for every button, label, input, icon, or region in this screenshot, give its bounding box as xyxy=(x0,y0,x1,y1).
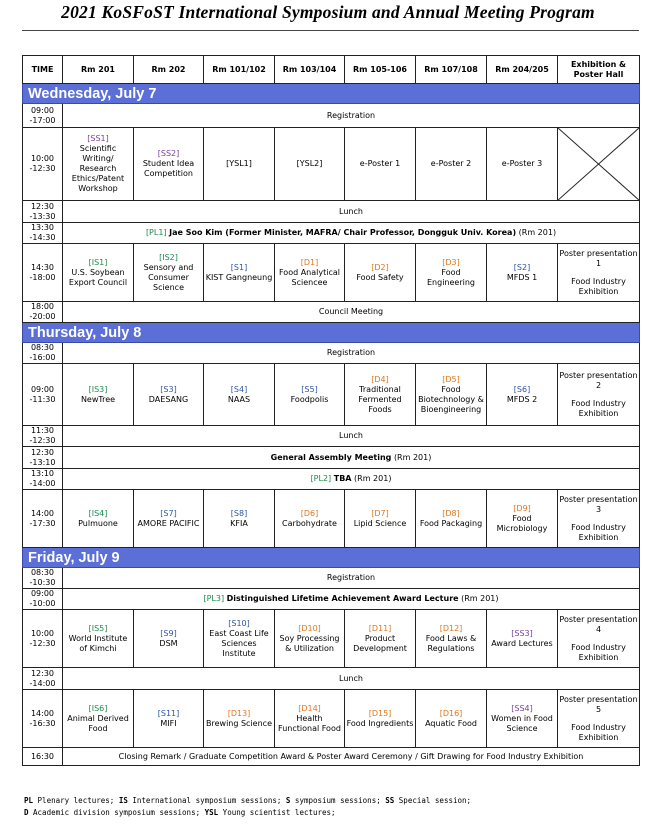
session-cell xyxy=(134,610,204,668)
session-code: [S2] xyxy=(513,262,531,272)
table-row xyxy=(23,447,640,469)
poster-cell xyxy=(558,490,640,548)
session-name: East Coast Life Sciences Institute xyxy=(209,628,269,658)
session-cell xyxy=(487,490,558,548)
header-time: TIME xyxy=(23,56,63,84)
plenary-code: [PL2] xyxy=(310,474,332,484)
legend-desc: Plenary lectures; xyxy=(33,796,119,805)
session-cell xyxy=(345,610,416,668)
session-code: [IS2] xyxy=(159,252,178,262)
poster-cell xyxy=(558,364,640,426)
assembly-room: (Rm 201) xyxy=(393,452,432,462)
time-cell: 12:30 -14:00 xyxy=(23,668,63,690)
session-code: [SS1] xyxy=(87,134,109,144)
session-cell xyxy=(63,610,134,668)
plenary-room: (Rm 201) xyxy=(461,594,499,604)
session-code: [D14] xyxy=(298,703,321,713)
session-cell xyxy=(204,244,275,302)
session-code: [S7] xyxy=(160,508,177,518)
session-code: [S8] xyxy=(230,508,248,518)
lunch-cell: Lunch xyxy=(63,668,640,690)
time-cell: 12:30 -13:30 xyxy=(23,201,63,223)
session-cell xyxy=(275,690,345,748)
session-cell xyxy=(134,490,204,548)
session-name: e-Poster 2 xyxy=(430,159,472,169)
lunch-cell: Lunch xyxy=(63,426,640,447)
session-cell xyxy=(345,244,416,302)
session-cell xyxy=(63,490,134,548)
session-cell xyxy=(204,128,275,201)
table-row xyxy=(23,128,640,201)
session-name: Sensory and Consumer Science xyxy=(143,262,194,292)
session-code: [D1] xyxy=(300,257,319,267)
legend-line-1 xyxy=(24,796,471,806)
session-name: e-Poster 1 xyxy=(359,159,401,169)
day-label: Friday, July 9 xyxy=(23,548,640,568)
session-name: Scientific Writing/ Research Ethics/Patent Workshop xyxy=(71,144,125,194)
session-code: [D8] xyxy=(442,508,460,518)
session-cell xyxy=(416,364,487,426)
table-row xyxy=(23,201,640,223)
session-name: Women in Food Science xyxy=(491,713,553,733)
session-cell xyxy=(345,128,416,201)
session-code: [D12] xyxy=(439,623,463,633)
council-cell: Council Meeting xyxy=(63,302,640,323)
session-name: Student Idea Competition xyxy=(142,159,195,179)
session-cell xyxy=(345,690,416,748)
plenary-code: [PL1] xyxy=(145,228,167,238)
poster-text: Poster presentation 4 xyxy=(559,614,638,634)
poster-cell xyxy=(558,244,640,302)
session-cell xyxy=(416,244,487,302)
session-code: [D3] xyxy=(442,257,460,267)
session-name: Carbohydrate xyxy=(282,518,337,528)
legend-desc: Young scientist lectures; xyxy=(218,808,336,817)
exhibition-text: Food Industry Exhibition xyxy=(571,398,626,418)
poster-cell xyxy=(558,690,640,748)
table-row xyxy=(23,490,640,548)
poster-text: Poster presentation 3 xyxy=(559,494,638,514)
session-name: Food Packaging xyxy=(419,518,483,528)
session-cell xyxy=(275,244,345,302)
time-cell: 10:00 -12:30 xyxy=(23,610,63,668)
session-cell xyxy=(487,364,558,426)
time-cell: 14:30 -18:00 xyxy=(23,244,63,302)
session-cell xyxy=(275,364,345,426)
session-cell xyxy=(134,364,204,426)
session-cell xyxy=(416,490,487,548)
legend-desc: Academic division symposium sessions; xyxy=(28,808,205,817)
legend-desc: symposium sessions; xyxy=(290,796,386,805)
plenary-code: [PL3] xyxy=(203,594,225,604)
table-row xyxy=(23,426,640,447)
session-name: Pulmuone xyxy=(78,518,118,528)
registration-cell: Registration xyxy=(63,568,640,589)
session-code: [S3] xyxy=(160,384,177,394)
legend-line-2 xyxy=(24,808,336,818)
table-row xyxy=(23,244,640,302)
session-cell xyxy=(487,244,558,302)
poster-cell xyxy=(558,610,640,668)
table-row xyxy=(23,364,640,426)
table-row xyxy=(23,104,640,128)
header-exhibition: Exhibition & Poster Hall xyxy=(558,56,640,84)
session-cell xyxy=(204,690,275,748)
plenary-title: Jae Soo Kim (Former Minister, MAFRA/ Chair Professor, Dongguk Univ. Korea) xyxy=(169,228,517,238)
session-code: [S10] xyxy=(228,618,250,628)
time-cell: 16:30 xyxy=(23,748,63,766)
table-row xyxy=(23,668,640,690)
plenary-room: (Rm 201) xyxy=(518,228,557,238)
session-code: [S9] xyxy=(160,628,177,638)
table-row xyxy=(23,610,640,668)
poster-text: Poster presentation 5 xyxy=(559,694,638,714)
day-row-thursday xyxy=(23,323,640,343)
session-name: Food Safety xyxy=(356,272,404,282)
time-cell: 09:00 -11:30 xyxy=(23,364,63,426)
session-name: Food Engineering xyxy=(427,267,475,287)
session-name: Animal Derived Food xyxy=(67,713,129,733)
time-cell: 09:00 -10:00 xyxy=(23,589,63,610)
header-rm202: Rm 202 xyxy=(134,56,204,84)
legend-desc: Special session; xyxy=(394,796,472,805)
legend-abbr: S xyxy=(285,796,291,805)
plenary-room: (Rm 201) xyxy=(354,474,392,484)
day-label: Wednesday, July 7 xyxy=(23,84,640,104)
session-cell xyxy=(275,128,345,201)
session-name: [YSL2] xyxy=(296,159,323,169)
session-code: [D9] xyxy=(513,503,531,513)
page-title: 2021 KoSFoST International Symposium and Annual Meeting Program xyxy=(61,2,595,22)
exhibition-text: Food Industry Exhibition xyxy=(571,642,626,662)
plenary-title: Distinguished Lifetime Achievement Award Lecture xyxy=(226,594,459,604)
header-rm105: Rm 105-106 xyxy=(345,56,416,84)
time-cell: 08:30 -16:00 xyxy=(23,343,63,364)
session-code: [S1] xyxy=(230,262,248,272)
session-name: World Institute of Kimchi xyxy=(68,633,128,653)
plenary-cell xyxy=(63,223,640,244)
table-row xyxy=(23,302,640,323)
plenary-cell xyxy=(63,589,640,610)
session-cell xyxy=(63,128,134,201)
legend-abbr: SS xyxy=(385,796,395,805)
session-code: [SS3] xyxy=(511,628,533,638)
session-code: [D11] xyxy=(368,623,392,633)
session-code: [D5] xyxy=(442,374,460,384)
session-code: [D2] xyxy=(371,262,389,272)
registration-cell: Registration xyxy=(63,104,640,128)
session-code: [D16] xyxy=(439,708,463,718)
assembly-cell xyxy=(63,447,640,469)
session-cell xyxy=(275,490,345,548)
session-name: MFDS 1 xyxy=(506,272,538,282)
header-row xyxy=(23,56,640,84)
legend-abbr: IS xyxy=(118,796,128,805)
session-cell xyxy=(487,128,558,201)
session-code: [D6] xyxy=(300,508,319,518)
session-code: [S11] xyxy=(157,708,180,718)
session-name: KFIA xyxy=(230,518,248,528)
time-cell: 18:00 -20:00 xyxy=(23,302,63,323)
session-name: NewTree xyxy=(80,394,116,404)
title-rule xyxy=(22,30,639,31)
session-cell xyxy=(416,610,487,668)
header-rm103: Rm 103/104 xyxy=(275,56,345,84)
session-code: [IS3] xyxy=(88,384,108,394)
session-code: [IS5] xyxy=(88,623,108,633)
session-name: Award Lectures xyxy=(491,638,553,648)
time-cell: 08:30 -10:30 xyxy=(23,568,63,589)
session-name: Food Laws & Regulations xyxy=(425,633,477,653)
session-cell xyxy=(204,364,275,426)
closing-cell: Closing Remark / Graduate Competition Award & Poster Award Ceremony / Gift Drawing for Food Industry Exhibition xyxy=(63,748,640,766)
session-code: [S6] xyxy=(513,384,531,394)
time-cell: 12:30 -13:10 xyxy=(23,447,63,469)
time-cell: 14:00 -16:30 xyxy=(23,690,63,748)
session-name: Brewing Science xyxy=(206,718,272,728)
session-cell xyxy=(204,610,275,668)
session-cell xyxy=(416,690,487,748)
session-cell xyxy=(345,490,416,548)
session-code: [S4] xyxy=(230,384,248,394)
session-code: [IS6] xyxy=(88,703,108,713)
session-cell xyxy=(134,690,204,748)
session-name: Soy Processing & Utilization xyxy=(279,633,340,653)
legend-abbr: PL xyxy=(24,796,34,805)
session-name: MFDS 2 xyxy=(506,394,538,404)
session-cell xyxy=(63,690,134,748)
session-name: Food Ingredients xyxy=(346,718,414,728)
time-cell: 14:00 -17:30 xyxy=(23,490,63,548)
plenary-title: TBA xyxy=(333,474,352,484)
session-name: DSM xyxy=(159,638,178,648)
exhibition-text: Food Industry Exhibition xyxy=(571,276,626,296)
table-row xyxy=(23,343,640,364)
session-code: [D10] xyxy=(298,623,321,633)
table-row xyxy=(23,690,640,748)
time-cell: 13:10 -14:00 xyxy=(23,469,63,490)
day-row-wednesday xyxy=(23,84,640,104)
session-cell xyxy=(134,128,204,201)
time-cell: 11:30 -12:30 xyxy=(23,426,63,447)
poster-text: Poster presentation 2 xyxy=(559,370,638,390)
header-rm204: Rm 204/205 xyxy=(487,56,558,84)
session-code: [D7] xyxy=(371,508,389,518)
session-code: [IS4] xyxy=(88,508,108,518)
session-name: Food Microbiology xyxy=(496,513,548,533)
legend-abbr: YSL xyxy=(204,808,219,817)
lunch-cell: Lunch xyxy=(63,201,640,223)
assembly-title: General Assembly Meeting xyxy=(270,452,392,462)
header-rm201: Rm 201 xyxy=(63,56,134,84)
header-rm107: Rm 107/108 xyxy=(416,56,487,84)
session-cell xyxy=(63,244,134,302)
time-cell: 10:00 -12:30 xyxy=(23,128,63,201)
table-row xyxy=(23,223,640,244)
day-row-friday xyxy=(23,548,640,568)
session-cell xyxy=(487,610,558,668)
session-code: [D4] xyxy=(371,374,389,384)
day-label: Thursday, July 8 xyxy=(23,323,640,343)
cross-mark-icon xyxy=(558,128,639,200)
session-name: DAESANG xyxy=(148,394,189,404)
session-name: AMORE PACIFIC xyxy=(137,518,200,528)
table-row xyxy=(23,568,640,589)
time-cell: 13:30 -14:30 xyxy=(23,223,63,244)
registration-cell: Registration xyxy=(63,343,640,364)
legend-abbr: D xyxy=(24,808,29,817)
session-code: [SS4] xyxy=(511,703,533,713)
session-code: [D15] xyxy=(368,708,392,718)
session-name: Traditional Fermented Foods xyxy=(358,384,402,414)
session-name: MIFI xyxy=(160,718,177,728)
time-cell: 09:00 -17:00 xyxy=(23,104,63,128)
table-row xyxy=(23,589,640,610)
session-name: KIST Gangneung xyxy=(205,272,273,282)
exhibition-text: Food Industry Exhibition xyxy=(571,522,626,542)
poster-text: Poster presentation 1 xyxy=(559,248,638,268)
session-cell xyxy=(345,364,416,426)
session-code: [IS1] xyxy=(88,257,108,267)
session-cell xyxy=(487,690,558,748)
session-cell xyxy=(204,490,275,548)
session-name: [YSL1] xyxy=(226,159,252,169)
session-code: [SS2] xyxy=(157,149,180,159)
header-rm101: Rm 101/102 xyxy=(204,56,275,84)
session-name: Foodpolis xyxy=(290,394,329,404)
session-name: NAAS xyxy=(227,394,251,404)
session-name: Product Development xyxy=(353,633,407,653)
session-name: Health Functional Food xyxy=(278,713,341,733)
exhibition-text: Food Industry Exhibition xyxy=(571,722,626,742)
session-cell xyxy=(134,244,204,302)
session-name: Lipid Science xyxy=(353,518,407,528)
session-name: Food Biotechnology & Bioengineering xyxy=(418,384,484,414)
empty-cross-cell xyxy=(558,128,640,201)
plenary-cell xyxy=(63,469,640,490)
program-table xyxy=(22,55,640,766)
legend-desc: International symposium sessions; xyxy=(127,796,286,805)
session-name: Aquatic Food xyxy=(425,718,477,728)
table-row xyxy=(23,469,640,490)
session-name: e-Poster 3 xyxy=(501,159,543,169)
session-code: [S5] xyxy=(301,384,318,394)
session-name: Food Analytical Sciencee xyxy=(278,267,340,287)
session-name: U.S. Soybean Export Council xyxy=(68,267,128,287)
session-cell xyxy=(63,364,134,426)
session-cell xyxy=(275,610,345,668)
session-code: [D13] xyxy=(227,708,251,718)
table-row xyxy=(23,748,640,766)
session-cell xyxy=(416,128,487,201)
